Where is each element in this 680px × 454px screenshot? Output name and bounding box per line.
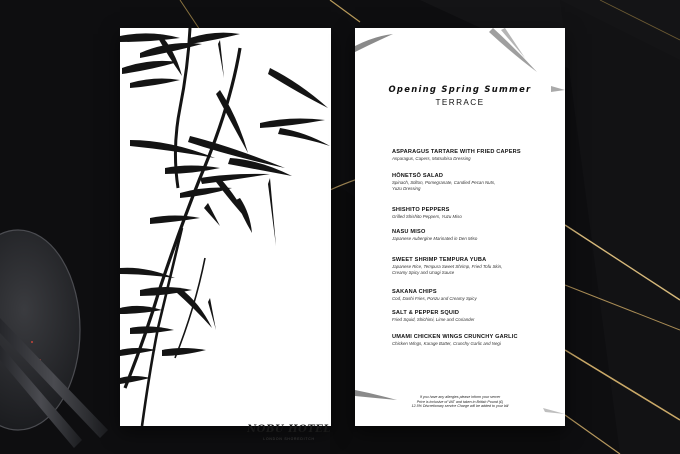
bamboo-leaf xyxy=(268,68,328,108)
bamboo-leaf xyxy=(180,188,232,198)
menu-item-name: ASPARAGUS TARTARE WITH FRIED CAPERS xyxy=(392,149,521,155)
service-charge-notice: 12.5% Discretionary service Charge will be added to your bill xyxy=(411,404,509,409)
menu-item-name: NASU MISO xyxy=(392,229,426,235)
menu-item-description: Japanese Aubergine Marinated in Den Miso xyxy=(392,236,478,241)
menu-footer xyxy=(355,395,565,409)
menu-item-description: Spinach, Stilton, Pomegranate, Candied Pecan Nuts, Yuzu Dressing xyxy=(392,180,496,191)
bamboo-leaf xyxy=(260,119,325,128)
bamboo-leaf xyxy=(236,198,252,233)
bamboo-stalk xyxy=(175,28,190,188)
bamboo-leaf xyxy=(130,326,174,334)
bamboo-leaf xyxy=(162,348,206,356)
bamboo-stalk xyxy=(175,258,205,358)
bamboo-leaf xyxy=(190,33,240,44)
bamboo-leaf xyxy=(120,376,150,384)
menu-item xyxy=(392,289,477,302)
menu-item-description: Fried Squid, Shichimi, Lime and Coriander xyxy=(392,317,475,322)
menu-item-description: Grilled Shishito Peppers, Yuzu Miso xyxy=(392,214,462,219)
bamboo-leaf xyxy=(208,298,216,330)
bamboo-leaf xyxy=(278,128,330,146)
menu-title: Opening Spring Summer xyxy=(388,84,532,94)
bamboo-leaf xyxy=(204,203,220,226)
menu-item xyxy=(392,334,518,347)
menu-item xyxy=(392,149,521,162)
vat-notice: Price is inclusive of VAT and taken in British Pound (£) xyxy=(416,399,504,404)
allergy-notice: If you have any allergies please inform your server xyxy=(419,395,501,399)
bamboo-leaf xyxy=(150,216,200,225)
logo-wordmark: NOBU HOTEL xyxy=(247,424,331,435)
menu-item-name: SHISHITO PEPPERS xyxy=(392,207,450,213)
menu-item-description: Asparagus, Capers, Matsuhisa Dressing xyxy=(392,156,471,161)
menu-card xyxy=(355,28,565,426)
nobu-hotel-logo xyxy=(240,425,338,441)
bamboo-leaf xyxy=(218,40,224,78)
menu-cover-card xyxy=(120,28,331,441)
brush-stroke xyxy=(543,408,565,414)
brush-stroke xyxy=(355,34,393,52)
menu-item-name: SALT & PEPPER SQUID xyxy=(392,310,460,316)
logo-location: LONDON SHOREDITCH xyxy=(263,437,315,441)
bamboo-leaf xyxy=(176,288,212,328)
menu-item-name: HŌNETSŌ SALAD xyxy=(392,173,444,179)
menu-item xyxy=(392,207,462,220)
menu-subtitle: TERRACE xyxy=(435,98,485,107)
brush-stroke xyxy=(489,28,537,72)
menu-item-name: SWEET SHRIMP TEMPURA YUBA xyxy=(392,257,487,263)
menu-item-name: UMAMI CHICKEN WINGS CRUNCHY GARLIC xyxy=(392,334,518,340)
menu-item xyxy=(392,173,495,191)
menu-item xyxy=(392,257,502,275)
menu-item xyxy=(392,310,475,323)
menu-item-name: SAKANA CHIPS xyxy=(392,289,437,295)
menu-item-description: Cod, Dashi Fries, Ponzu and Creamy Spicy xyxy=(392,296,477,301)
menu-item xyxy=(392,229,477,242)
bamboo-ink-illustration xyxy=(120,28,331,426)
bamboo-leaf xyxy=(158,34,182,76)
bamboo-leaf xyxy=(165,166,220,175)
bamboo-leaf xyxy=(268,178,276,246)
bamboo-leaf xyxy=(130,79,180,88)
bamboo-leaf xyxy=(200,174,270,184)
menu-item-description: Chicken Wings, Karage Batter, Crunchy Garlic and Negi xyxy=(392,341,501,346)
bamboo-leaf xyxy=(120,33,180,42)
menu-item-description: Japanese Rice, Tempura Sweet Shrimp, Fried Tofu Skin, Creamy Spicy and Unagi Sauce xyxy=(392,264,503,275)
bamboo-leaf xyxy=(122,61,178,74)
